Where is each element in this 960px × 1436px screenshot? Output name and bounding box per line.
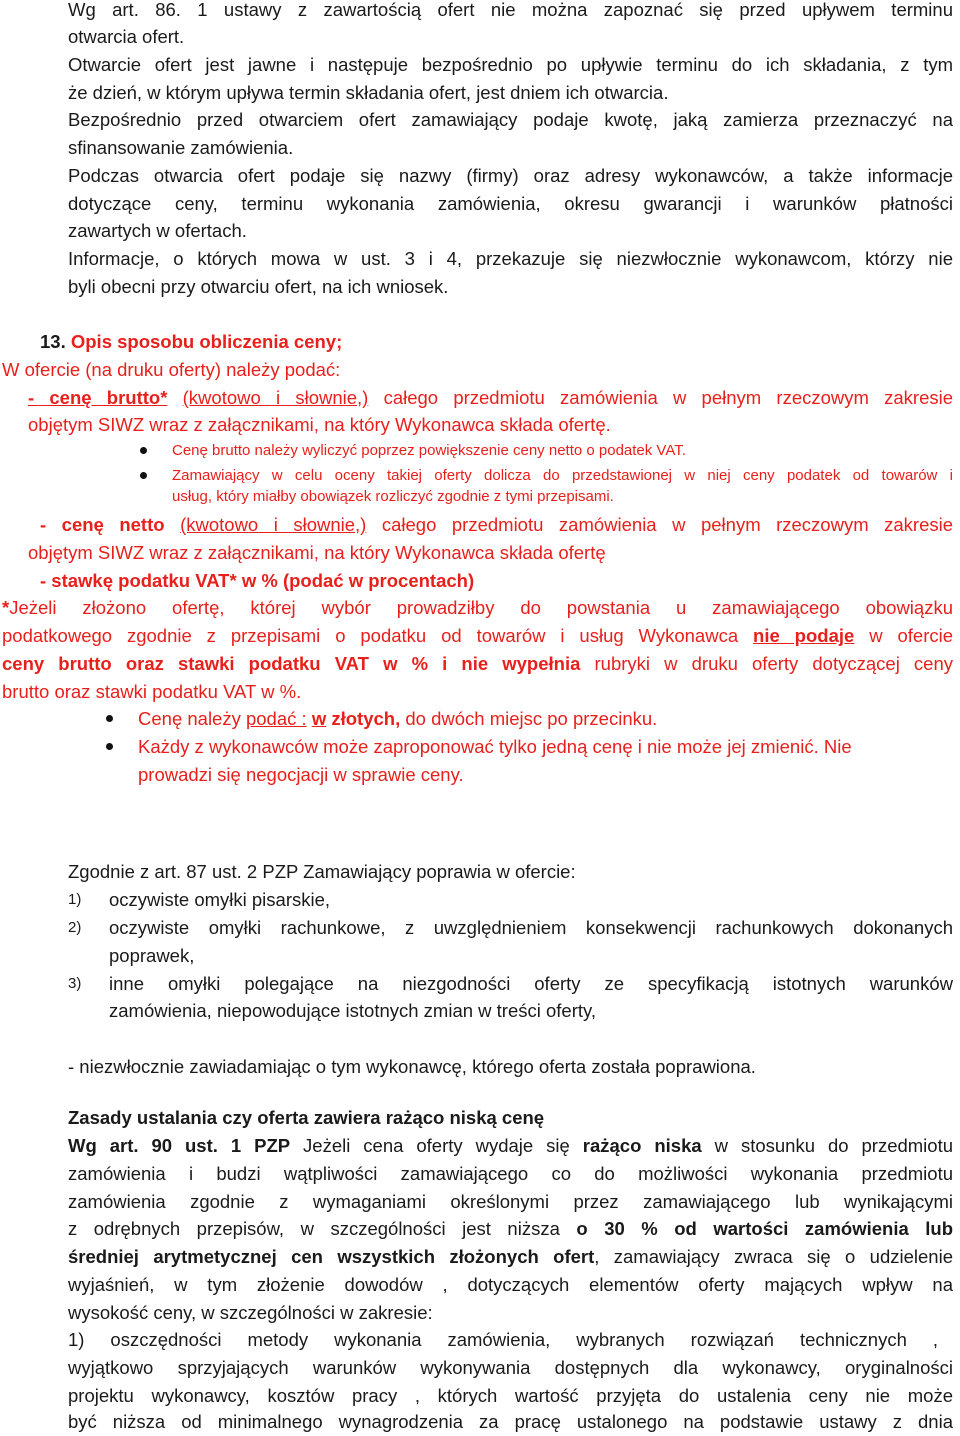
one-price-rule-line-1: Każdy z wykonawców może zaproponować tylko jedną cenę i nie może jej zmienić. Nie: [138, 736, 852, 757]
net-price-line-2: objętym SIWZ wraz z załącznikami, na który Wykonawca składa ofertę: [28, 542, 606, 563]
art90-text: w stosunku do przedmiotu: [714, 1135, 954, 1156]
names-line-3: zawartych w ofertach.: [68, 220, 247, 241]
art90-line-4: [68, 1215, 953, 1243]
art90-text: Jeżeli cena oferty wydaje się: [303, 1135, 570, 1156]
tax-note-line-3: [2, 650, 953, 678]
asterisk: *: [2, 597, 10, 618]
section-title: Opis sposobu obliczenia ceny;: [70, 331, 343, 352]
correction-item-2-line-2: poprawek,: [109, 945, 195, 966]
correction-item-3-line-1: inne omyłki polegające na niezgodności oferty ze specyfikacją istotnych warunków: [109, 973, 953, 994]
tax-note-emphasis: nie podaje: [753, 625, 855, 646]
tax-note-line-2: [2, 622, 953, 650]
info-line-2: byli obecni przy otwarciu ofert, na ich wniosek.: [68, 276, 449, 297]
amount-line-2: sfinansowanie zamówienia.: [68, 137, 294, 158]
net-price-line-1: [40, 511, 953, 539]
art90-line-3: zamówienia zgodnie z wymaganiami określonymi przez zamawiającego lub wynikającymi: [68, 1191, 953, 1212]
art90-reference: Wg art. 90 ust. 1 PZP: [68, 1135, 291, 1156]
net-price-label: - cenę netto: [40, 514, 165, 535]
currency-rule: [138, 705, 657, 733]
art90-line-8: 1) oszczędności metody wykonania zamówienia, wybranych rozwiązań technicznych ,: [68, 1329, 938, 1350]
opening-line-2: że dzień, w którym upływa termin składania ofert, jest dniem ich otwarcia.: [68, 82, 669, 103]
art86-line-1: Wg art. 86. 1 ustawy z zawartością ofert nie można zapoznać się przed upływem terminu: [68, 0, 953, 20]
art90-line-9: wyjątkowo sprzyjających warunków wykonywania dostępnych dla wykonawcy, oryginalności: [68, 1357, 953, 1378]
currency-rule-text: złotych,: [331, 708, 401, 729]
correction-item-2-line-1: oczywiste omyłki rachunkowe, z uwzględnieniem konsekwencji rachunkowych dokonanych: [109, 917, 953, 938]
net-price-words: (kwotowo i słownie,): [180, 514, 367, 535]
art90-emphasis: rażąco niska: [582, 1135, 702, 1156]
amount-line-1: Bezpośrednio przed otwarciem ofert zamawiający podaje kwotę, jaką zamierza przeznaczyć na: [68, 109, 953, 130]
art86-line-2: otwarcia ofert.: [68, 26, 185, 47]
net-price-scope: całego przedmiotu zamówienia w pełnym rzeczowym zakresie: [381, 514, 954, 535]
vat-rate-line: - stawkę podatku VAT* w % (podać w procentach): [40, 570, 475, 591]
correction-item-1: oczywiste omyłki pisarskie,: [109, 889, 331, 910]
art87-intro: Zgodnie z art. 87 ust. 2 PZP Zamawiający poprawia w ofercie:: [68, 861, 576, 882]
price-intro: W ofercie (na druku oferty) należy podać:: [2, 359, 341, 380]
tax-note-text: podatkowego zgodnie z przepisami o podatku od towarów i usług Wykonawca: [2, 625, 739, 646]
art90-text: , zamawiający zwraca się o udzielenie: [594, 1246, 953, 1267]
vat-note-2-line-1: Zamawiający w celu oceny takiej oferty dolicza do przedstawionej w niej ceny podatek od towarów i: [172, 467, 953, 484]
one-price-rule-line-2: prowadzi się negocjacji w sprawie ceny.: [138, 764, 464, 785]
art90-line-7: wysokość ceny, w szczególności w zakresie:: [68, 1302, 433, 1323]
info-line-1: Informacje, o których mowa w ust. 3 i 4, przekazuje się niezwłocznie wykonawcom, którzy nie: [68, 248, 953, 269]
tax-note-text: rubryki w druku oferty dotyczącej ceny: [594, 653, 953, 674]
list-number: 1): [68, 891, 82, 908]
tax-note-text: w ofercie: [869, 625, 954, 646]
currency-rule-text: podać :: [245, 708, 307, 729]
bullet-icon: [140, 447, 147, 454]
tax-note-line-1: [2, 594, 953, 622]
opening-line-1: Otwarcie ofert jest jawne i następuje bezpośrednio po upływie terminu do ich składania, z tym: [68, 54, 953, 75]
names-line-2: dotyczące ceny, terminu wykonania zamówienia, okresu gwarancji i warunków płatności: [68, 193, 953, 214]
correction-item-3-line-2: zamówienia, niepowodujące istotnych zmian w treści oferty,: [109, 1000, 597, 1021]
art90-emphasis: średniej arytmetycznej cen wszystkich złożonych ofert: [68, 1246, 595, 1267]
art90-text: z odrębnych przepisów, w szczególności jest niższa: [68, 1218, 560, 1239]
list-number: 3): [68, 975, 82, 992]
art90-line-6: wyjaśnień, w tym złożenie dowodów , dotyczących elementów oferty mających wpływ na: [68, 1274, 953, 1295]
art90-line-2: zamówienia i budzi wątpliwości zamawiającego co do możliwości wykonania przedmiotu: [68, 1163, 953, 1184]
vat-note-2-line-2: usług, który miałby obowiązek rozliczyć zgodnie z tymi przepisami.: [172, 488, 614, 505]
section-number: 13.: [40, 331, 66, 352]
tax-note-text: Jeżeli złożono ofertę, której wybór prowadziłby do powstania u zamawiającego obowiązku: [9, 597, 953, 618]
currency-rule-text: w: [311, 708, 327, 729]
art90-line-5: [68, 1243, 953, 1271]
tax-note-emphasis: ceny brutto oraz stawki podatku VAT w % i nie wypełnia: [2, 653, 581, 674]
bullet-icon: [106, 715, 113, 722]
bullet-icon: [106, 743, 113, 750]
art90-emphasis: o 30 % od wartości zamówienia lub: [576, 1218, 954, 1239]
gross-price-scope: całego przedmiotu zamówienia w pełnym rzeczowym zakresie: [383, 387, 954, 408]
notify-contractor: - niezwłocznie zawiadamiając o tym wykonawcę, którego oferta została poprawiona.: [68, 1056, 756, 1077]
gross-price-line-1: [28, 384, 953, 412]
art90-line-1: [68, 1132, 953, 1160]
currency-rule-text: Cenę należy: [138, 708, 241, 729]
bullet-icon: [140, 472, 147, 479]
art90-line-11: być niższa od minimalnego wynagrodzenia za pracę ustalonego na podstawie ustawy z dnia: [68, 1411, 953, 1432]
gross-price-label: - cenę brutto*: [28, 387, 168, 408]
vat-note-1: Cenę brutto należy wyliczyć poprzez powiększenie ceny netto o podatek VAT.: [172, 442, 686, 459]
gross-price-words: (kwotowo i słownie,): [182, 387, 369, 408]
tax-note-line-4: brutto oraz stawki podatku VAT w %.: [2, 681, 302, 702]
art90-line-10: projektu wykonawcy, kosztów pracy , których wartość przyjęta do ustalenia ceny nie może: [68, 1385, 953, 1406]
names-line-1: Podczas otwarcia ofert podaje się nazwy (firmy) oraz adresy wykonawców, a także informacje: [68, 165, 953, 186]
art90-heading: Zasady ustalania czy oferta zawiera rażąco niską cenę: [68, 1107, 545, 1128]
section-13-heading: [40, 328, 342, 356]
gross-price-line-2: objętym SIWZ wraz z załącznikami, na który Wykonawca składa ofertę.: [28, 414, 611, 435]
currency-rule-text: do dwóch miejsc po przecinku.: [405, 708, 658, 729]
list-number: 2): [68, 919, 82, 936]
